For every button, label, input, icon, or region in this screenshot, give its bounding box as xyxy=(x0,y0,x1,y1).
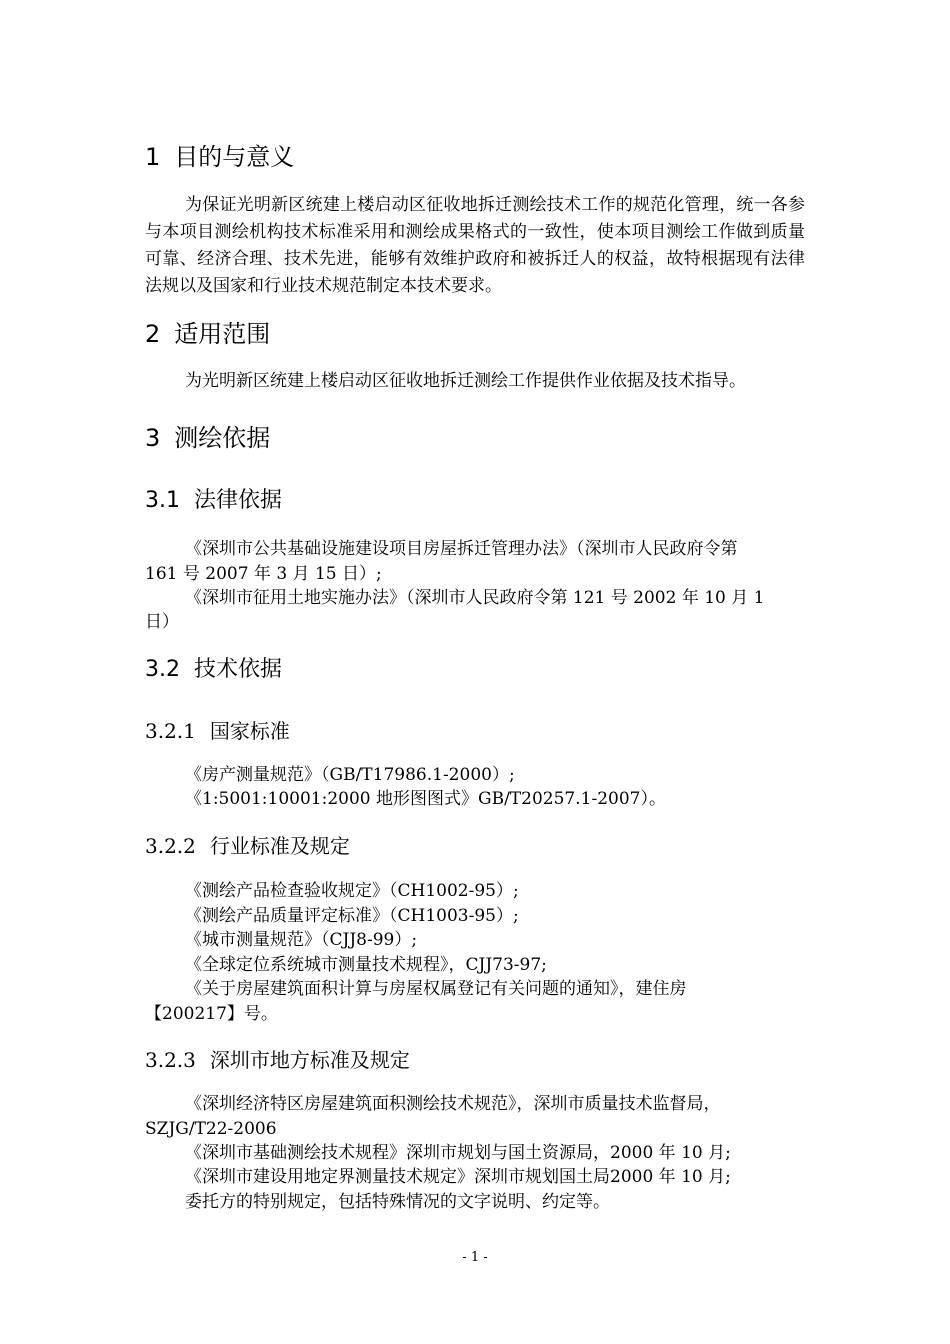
section-title: 法律依据 xyxy=(194,488,283,513)
local-standard-line: 《深圳经济特区房屋建筑面积测绘技术规范》，深圳市质量技术监督局， xyxy=(185,1094,721,1114)
standard-item-continued: 【200217】号。 xyxy=(145,1004,278,1024)
section-3-1-heading xyxy=(145,483,282,514)
section-number: 3.2 xyxy=(145,657,180,682)
local-standard-line: 《深圳市基础测绘技术规程》深圳市规划与国土资源局，2000 年 10 月; xyxy=(185,1143,731,1163)
section-title: 行业标准及规定 xyxy=(209,834,350,858)
section-number: 2 xyxy=(145,320,161,348)
section-3-2-heading xyxy=(145,652,282,683)
section-number: 3 xyxy=(145,424,161,452)
page-number: - 1 - xyxy=(462,1250,488,1265)
section-number: 3.2.1 xyxy=(145,719,196,743)
legal-basis-line: 日） xyxy=(145,612,179,632)
standard-item: 《房产测量规范》（GB/T17986.1-2000）; xyxy=(185,765,515,785)
local-standard-line: 《深圳市建设用地定界测量技术规定》深圳市规划国土局2000 年 10 月; xyxy=(185,1167,731,1187)
local-standard-line: 委托方的特别规定，包括特殊情况的文字说明、约定等。 xyxy=(185,1192,610,1212)
section-1-paragraph: 为保证光明新区统建上楼启动区征收地拆迁测绘技术工作的规范化管理，统一各参与本项目测绘机构技术标准采用和测绘成果格式的一致性，使本项目测绘工作做到质量可靠、经济合理、技术先进，能够有效维护政府和被拆迁人的权益，故特根据现有法律法规以及国家和行业技术规范制定本技术要求。 xyxy=(145,195,805,296)
legal-basis-line: 《深圳市公共基础设施建设项目房屋拆迁管理办法》（深圳市人民政府令第 xyxy=(185,539,738,559)
standard-item: 《测绘产品检查验收规定》（CH1002-95）; xyxy=(185,881,519,901)
section-title: 测绘依据 xyxy=(174,424,271,452)
standard-item: 《关于房屋建筑面积计算与房屋权属登记有关问题的通知》，建住房 xyxy=(185,979,687,999)
legal-basis-line: 161 号 2007 年 3 月 15 日）; xyxy=(145,564,382,584)
section-number: 3.1 xyxy=(145,488,180,513)
legal-basis-line: 《深圳市征用土地实施办法》（深圳市人民政府令第 121 号 2002 年 10 月 1 xyxy=(185,588,765,608)
section-3-2-2-heading xyxy=(145,830,350,859)
section-3-heading xyxy=(145,418,270,453)
section-3-2-1-heading xyxy=(145,715,290,744)
section-number: 3.2.2 xyxy=(145,834,196,858)
local-standard-line: SZJG/T22-2006 xyxy=(145,1119,277,1139)
section-2-heading xyxy=(145,314,270,349)
section-title: 适用范围 xyxy=(174,320,271,348)
section-title: 国家标准 xyxy=(209,719,290,743)
standard-item: 《城市测量规范》（CJJ8-99）; xyxy=(185,930,418,950)
standard-item: 《1:5001:10001:2000 地形图图式》GB/T20257.1-2007）。 xyxy=(185,789,666,809)
standard-item: 《测绘产品质量评定标准》（CH1003-95）; xyxy=(185,906,519,926)
standard-item: 《全球定位系统城市测量技术规程》，CJJ73-97; xyxy=(185,955,547,975)
section-title: 目的与意义 xyxy=(174,143,295,171)
section-title: 技术依据 xyxy=(194,657,283,682)
section-2-paragraph: 为光明新区统建上楼启动区征收地拆迁测绘工作提供作业依据及技术指导。 xyxy=(185,371,746,391)
section-1-heading xyxy=(145,137,294,172)
section-3-2-3-heading xyxy=(145,1044,410,1073)
section-number: 3.2.3 xyxy=(145,1048,196,1072)
section-title: 深圳市地方标准及规定 xyxy=(209,1048,410,1072)
section-number: 1 xyxy=(145,143,161,171)
